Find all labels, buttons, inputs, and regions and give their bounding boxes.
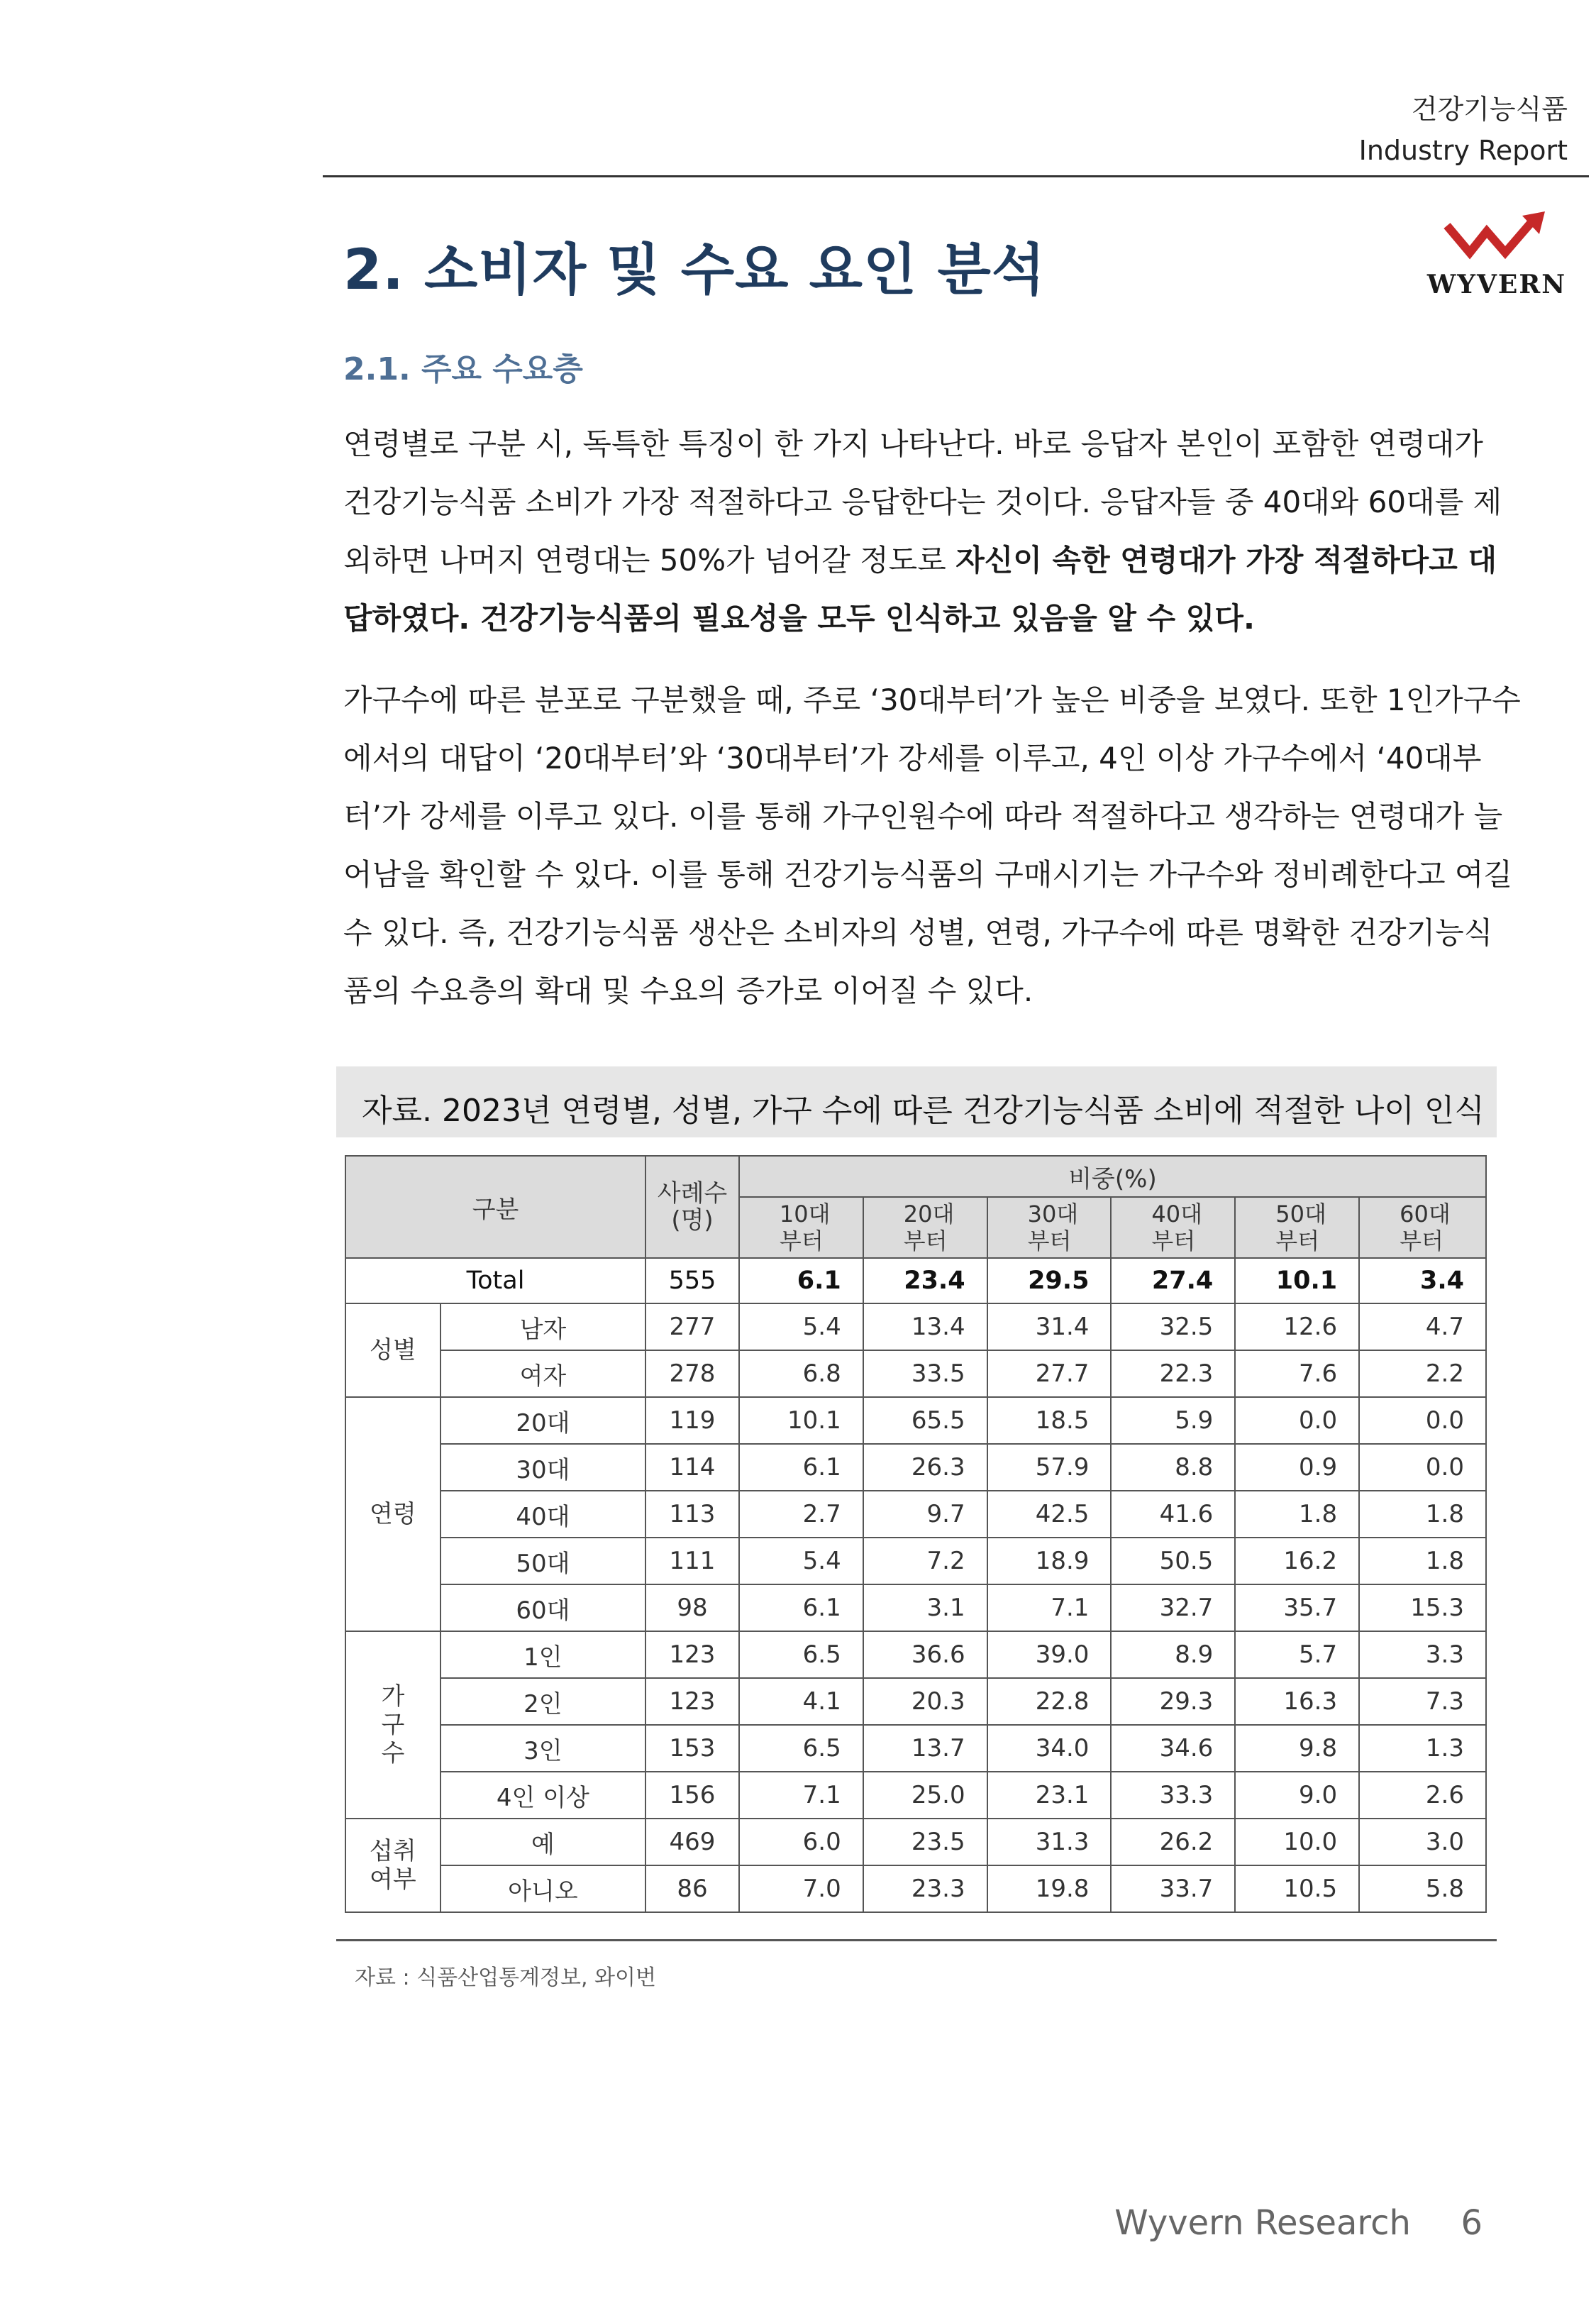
source-note: 자료 : 식품산업통계정보, 와이번 bbox=[355, 1965, 656, 1990]
cell-value: 6.1 bbox=[739, 1584, 863, 1631]
header-col-0: 10대 부터 bbox=[739, 1197, 863, 1258]
cell-value: 7.3 bbox=[1359, 1678, 1486, 1725]
footer-brand: Wyvern Research bbox=[1114, 2203, 1411, 2243]
row-label: 예 bbox=[440, 1819, 645, 1865]
page-number: 6 bbox=[1461, 2203, 1483, 2243]
row-label: 2인 bbox=[440, 1678, 645, 1725]
cell-value: 0.0 bbox=[1359, 1397, 1486, 1444]
cell-value: 34.6 bbox=[1111, 1725, 1235, 1772]
row-cases: 278 bbox=[645, 1350, 739, 1397]
wyvern-logo bbox=[1426, 206, 1568, 305]
table-row bbox=[345, 1491, 1486, 1538]
cell-value: 1.8 bbox=[1235, 1491, 1359, 1538]
section-title: 2. 소비자 및 수요 요인 분석 bbox=[343, 238, 1046, 302]
table-row bbox=[345, 1678, 1486, 1725]
cell-value: 0.0 bbox=[1235, 1397, 1359, 1444]
row-cases: 277 bbox=[645, 1303, 739, 1350]
row-cases: 114 bbox=[645, 1444, 739, 1491]
cell-value: 10.1 bbox=[739, 1397, 863, 1444]
paragraph-demand-by-age bbox=[343, 415, 1521, 648]
table-row bbox=[345, 1725, 1486, 1772]
cell-value: 34.0 bbox=[987, 1725, 1112, 1772]
cell-value: 20.3 bbox=[863, 1678, 987, 1725]
header-ratio: 비중(%) bbox=[739, 1156, 1486, 1197]
cell-value: 33.7 bbox=[1111, 1865, 1235, 1912]
row-cases: 123 bbox=[645, 1678, 739, 1725]
cell-value: 2.7 bbox=[739, 1491, 863, 1538]
cell-value: 7.1 bbox=[987, 1584, 1112, 1631]
cell-value: 3.4 bbox=[1359, 1258, 1486, 1303]
cell-value: 10.0 bbox=[1235, 1819, 1359, 1865]
row-label: 4인 이상 bbox=[440, 1772, 645, 1819]
cell-value: 1.8 bbox=[1359, 1491, 1486, 1538]
cell-value: 8.9 bbox=[1111, 1631, 1235, 1678]
footer bbox=[1114, 2203, 1483, 2243]
row-cases: 555 bbox=[645, 1258, 739, 1303]
paragraph-bold-text: 자신이 속한 연령대가 가장 적절하다고 대답하였다. 건강기능식품의 필요성을 모두 인식하고 있음을 알 수 있다. bbox=[343, 543, 1497, 636]
cell-value: 27.7 bbox=[987, 1350, 1112, 1397]
cell-value: 19.8 bbox=[987, 1865, 1112, 1912]
header-category: 구분 bbox=[345, 1156, 645, 1258]
row-label: 1인 bbox=[440, 1631, 645, 1678]
wyvern-zigzag-arrow-icon bbox=[1426, 206, 1568, 270]
cell-value: 39.0 bbox=[987, 1631, 1112, 1678]
header-col-1: 20대 부터 bbox=[863, 1197, 987, 1258]
cell-value: 25.0 bbox=[863, 1772, 987, 1819]
cell-value: 7.1 bbox=[739, 1772, 863, 1819]
row-cases: 153 bbox=[645, 1725, 739, 1772]
cell-value: 6.0 bbox=[739, 1819, 863, 1865]
cell-value: 33.5 bbox=[863, 1350, 987, 1397]
cell-value: 36.6 bbox=[863, 1631, 987, 1678]
row-label: 여자 bbox=[440, 1350, 645, 1397]
cell-value: 18.9 bbox=[987, 1538, 1112, 1584]
table-row bbox=[345, 1397, 1486, 1444]
cell-value: 65.5 bbox=[863, 1397, 987, 1444]
cell-value: 32.5 bbox=[1111, 1303, 1235, 1350]
cell-value: 2.2 bbox=[1359, 1350, 1486, 1397]
cell-value: 10.5 bbox=[1235, 1865, 1359, 1912]
cell-value: 4.1 bbox=[739, 1678, 863, 1725]
cell-value: 13.4 bbox=[863, 1303, 987, 1350]
cell-value: 1.8 bbox=[1359, 1538, 1486, 1584]
header-col-5: 60대 부터 bbox=[1359, 1197, 1486, 1258]
table-row bbox=[345, 1444, 1486, 1491]
cell-value: 16.2 bbox=[1235, 1538, 1359, 1584]
cell-value: 13.7 bbox=[863, 1725, 987, 1772]
cell-value: 6.5 bbox=[739, 1631, 863, 1678]
cell-value: 33.3 bbox=[1111, 1772, 1235, 1819]
cell-value: 10.1 bbox=[1235, 1258, 1359, 1303]
cell-value: 27.4 bbox=[1111, 1258, 1235, 1303]
cell-value: 6.1 bbox=[739, 1444, 863, 1491]
cell-value: 5.7 bbox=[1235, 1631, 1359, 1678]
row-cases: 119 bbox=[645, 1397, 739, 1444]
cell-value: 22.8 bbox=[987, 1678, 1112, 1725]
cell-value: 5.8 bbox=[1359, 1865, 1486, 1912]
cell-value: 5.9 bbox=[1111, 1397, 1235, 1444]
cell-value: 3.1 bbox=[863, 1584, 987, 1631]
cell-value: 4.7 bbox=[1359, 1303, 1486, 1350]
group-label: 연령 bbox=[345, 1397, 440, 1631]
cell-value: 6.1 bbox=[739, 1258, 863, 1303]
cell-value: 8.8 bbox=[1111, 1444, 1235, 1491]
cell-value: 35.7 bbox=[1235, 1584, 1359, 1631]
row-cases: 86 bbox=[645, 1865, 739, 1912]
row-label: 20대 bbox=[440, 1397, 645, 1444]
cell-value: 57.9 bbox=[987, 1444, 1112, 1491]
cell-value: 3.0 bbox=[1359, 1819, 1486, 1865]
row-label: 3인 bbox=[440, 1725, 645, 1772]
cell-value: 6.5 bbox=[739, 1725, 863, 1772]
survey-table bbox=[345, 1155, 1487, 1913]
cell-value: 23.5 bbox=[863, 1819, 987, 1865]
row-label: 60대 bbox=[440, 1584, 645, 1631]
cell-value: 50.5 bbox=[1111, 1538, 1235, 1584]
row-cases: 98 bbox=[645, 1584, 739, 1631]
cell-value: 23.1 bbox=[987, 1772, 1112, 1819]
cell-value: 22.3 bbox=[1111, 1350, 1235, 1397]
cell-value: 18.5 bbox=[987, 1397, 1112, 1444]
header-col-2: 30대 부터 bbox=[987, 1197, 1112, 1258]
cell-value: 9.0 bbox=[1235, 1772, 1359, 1819]
table-row bbox=[345, 1772, 1486, 1819]
cell-value: 5.4 bbox=[739, 1303, 863, 1350]
header-divider bbox=[323, 175, 1589, 177]
cell-value: 16.3 bbox=[1235, 1678, 1359, 1725]
table-row bbox=[345, 1819, 1486, 1865]
cell-value: 41.6 bbox=[1111, 1491, 1235, 1538]
row-label: Total bbox=[345, 1258, 645, 1303]
logo-wordmark: WYVERN bbox=[1426, 270, 1567, 299]
cell-value: 7.0 bbox=[739, 1865, 863, 1912]
row-label: 50대 bbox=[440, 1538, 645, 1584]
cell-value: 31.3 bbox=[987, 1819, 1112, 1865]
group-label: 성별 bbox=[345, 1303, 440, 1397]
cell-value: 9.8 bbox=[1235, 1725, 1359, 1772]
table-caption-box bbox=[336, 1066, 1497, 1137]
cell-value: 29.5 bbox=[987, 1258, 1112, 1303]
cell-value: 3.3 bbox=[1359, 1631, 1486, 1678]
subsection-title: 2.1. 주요 수요층 bbox=[343, 351, 583, 387]
cell-value: 2.6 bbox=[1359, 1772, 1486, 1819]
paragraph-normal-text: 연령별로 구분 시, 독특한 특징이 한 가지 나타난다. 바로 응답자 본인이 포함한 연령대가 건강기능식품 소비가 가장 적절하다고 응답한다는 것이다. 응답자들 중 40대와 60대를 제외하면 나머지 연령대는 50%가 넘어갈 정도로 bbox=[343, 426, 1502, 578]
row-cases: 469 bbox=[645, 1819, 739, 1865]
table-row bbox=[345, 1538, 1486, 1584]
row-cases: 156 bbox=[645, 1772, 739, 1819]
running-header-category: 건강기능식품 bbox=[1411, 94, 1568, 125]
group-label: 섭취 여부 bbox=[345, 1819, 440, 1912]
cell-value: 6.8 bbox=[739, 1350, 863, 1397]
header-col-4: 50대 부터 bbox=[1235, 1197, 1359, 1258]
table-row bbox=[345, 1303, 1486, 1350]
table-row bbox=[345, 1631, 1486, 1678]
header-cases: 사례수 (명) bbox=[645, 1156, 739, 1258]
group-label: 가 구 수 bbox=[345, 1631, 440, 1819]
cell-value: 15.3 bbox=[1359, 1584, 1486, 1631]
cell-value: 23.4 bbox=[863, 1258, 987, 1303]
cell-value: 7.2 bbox=[863, 1538, 987, 1584]
cell-value: 32.7 bbox=[1111, 1584, 1235, 1631]
cell-value: 9.7 bbox=[863, 1491, 987, 1538]
header-col-3: 40대 부터 bbox=[1111, 1197, 1235, 1258]
row-label: 30대 bbox=[440, 1444, 645, 1491]
cell-value: 29.3 bbox=[1111, 1678, 1235, 1725]
row-cases: 113 bbox=[645, 1491, 739, 1538]
cell-value: 42.5 bbox=[987, 1491, 1112, 1538]
cell-value: 12.6 bbox=[1235, 1303, 1359, 1350]
cell-value: 23.3 bbox=[863, 1865, 987, 1912]
table-row bbox=[345, 1350, 1486, 1397]
row-label: 남자 bbox=[440, 1303, 645, 1350]
paragraph-demand-by-household: 가구수에 따른 분포로 구분했을 때, 주로 ‘30대부터’가 높은 비중을 보였다. 또한 1인가구수에서의 대답이 ‘20대부터’와 ‘30대부터’가 강세를 이루고, 4인 이상 가구수에서 ‘40대부터’가 강세를 이루고 있다. 이를 통해 가구인원수에 따라 적절하다고 생각하는 연령대가 늘어남을 확인할 수 있다. 이를 통해 건강기능식품의 구매시기는 가구수와 정비례한다고 여길 수 있다. 즉, 건강기능식품 생산은 소비자의 성별, 연령, 가구수에 따른 명확한 건강기능식품의 수요층의 확대 및 수요의 증가로 이어질 수 있다. bbox=[343, 683, 1521, 1008]
cell-value: 0.0 bbox=[1359, 1444, 1486, 1491]
cell-value: 1.3 bbox=[1359, 1725, 1486, 1772]
cell-value: 5.4 bbox=[739, 1538, 863, 1584]
running-header-report: Industry Report bbox=[1358, 135, 1568, 166]
cell-value: 26.3 bbox=[863, 1444, 987, 1491]
table-bottom-rule bbox=[336, 1939, 1497, 1941]
table-caption: 자료. 2023년 연령별, 성별, 가구 수에 따른 건강기능식품 소비에 적절한 나이 인식 bbox=[362, 1093, 1485, 1129]
cell-value: 7.6 bbox=[1235, 1350, 1359, 1397]
running-header bbox=[1359, 89, 1568, 171]
cell-value: 0.9 bbox=[1235, 1444, 1359, 1491]
table-row-total bbox=[345, 1258, 1486, 1303]
row-label: 40대 bbox=[440, 1491, 645, 1538]
row-label: 아니오 bbox=[440, 1865, 645, 1912]
table-row bbox=[345, 1584, 1486, 1631]
row-cases: 111 bbox=[645, 1538, 739, 1584]
cell-value: 26.2 bbox=[1111, 1819, 1235, 1865]
table-row bbox=[345, 1865, 1486, 1912]
row-cases: 123 bbox=[645, 1631, 739, 1678]
cell-value: 31.4 bbox=[987, 1303, 1112, 1350]
